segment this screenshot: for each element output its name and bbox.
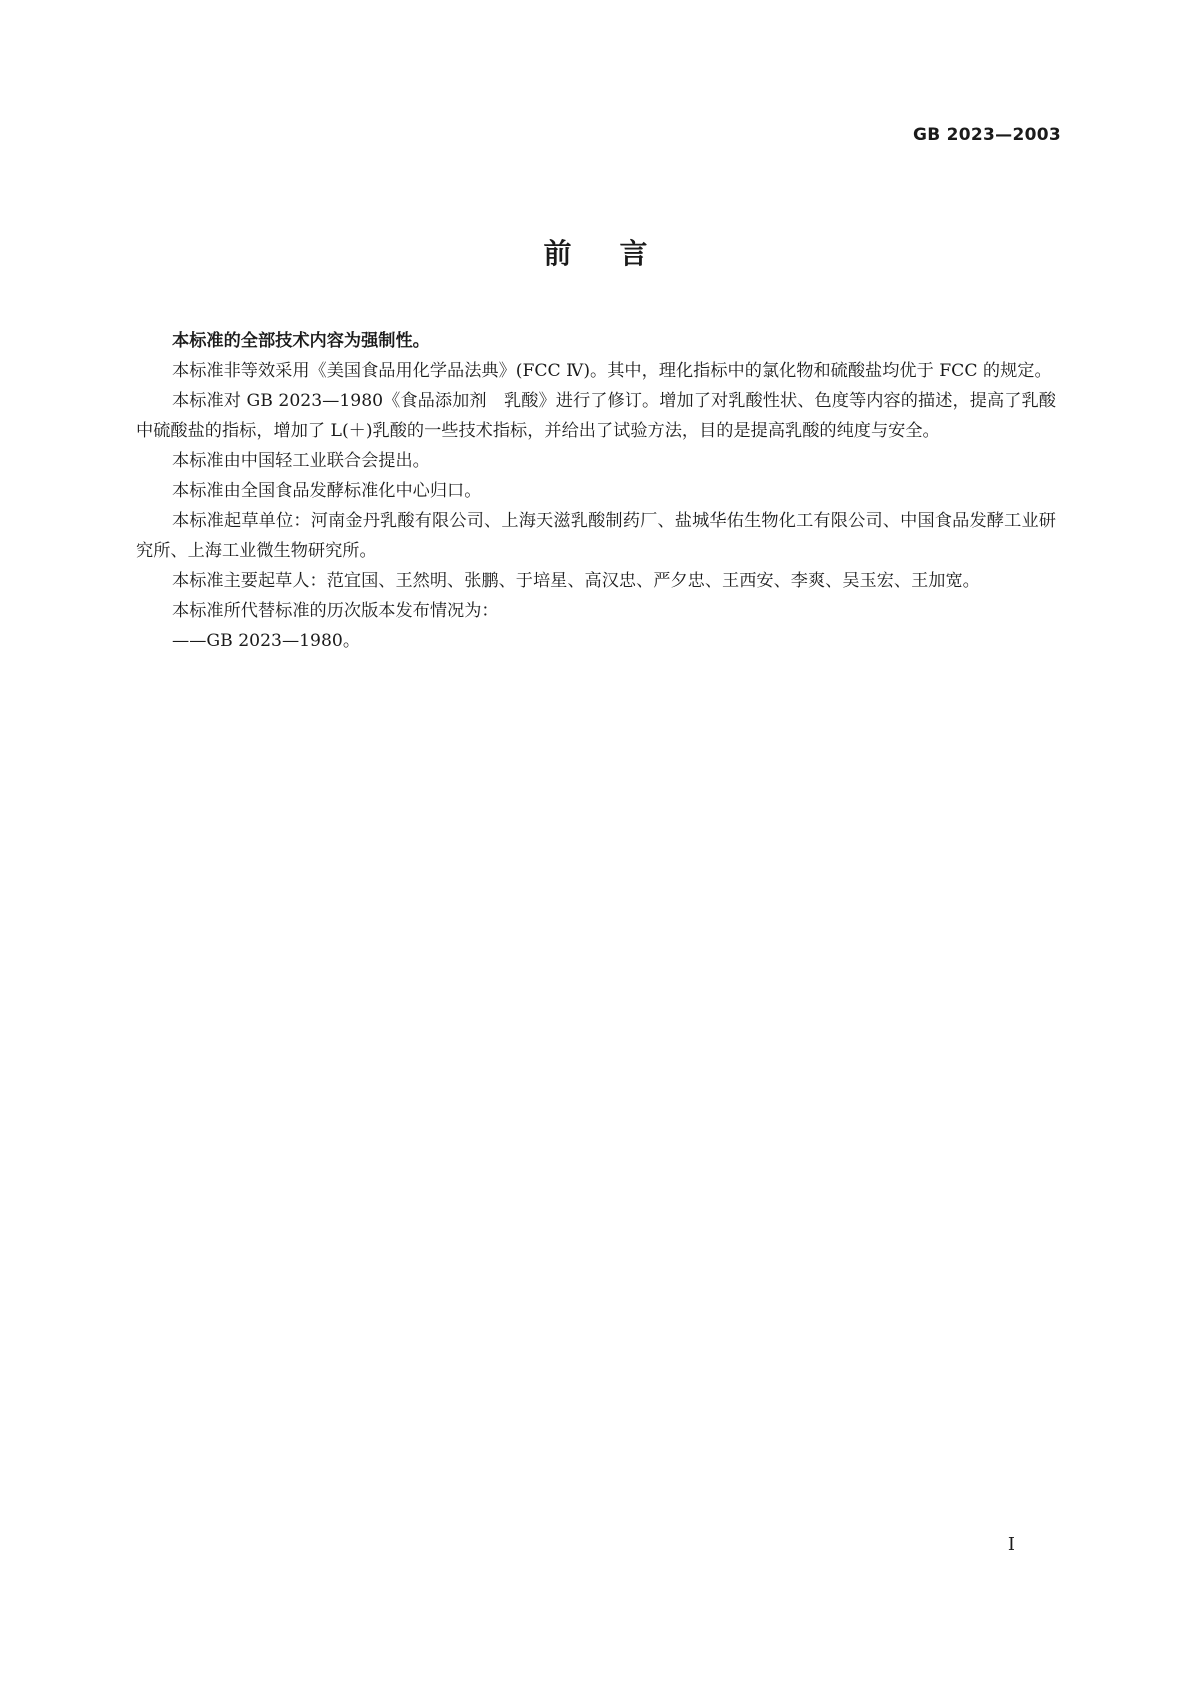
adoption-paragraph: 本标准非等效采用《美国食品用化学品法典》(FCC Ⅳ)。其中，理化指标中的氯化物和硫酸盐均优于 FCC 的规定。: [172, 361, 1052, 381]
history-intro-paragraph: 本标准所代替标准的历次版本发布情况为：: [172, 601, 499, 621]
mandatory-statement: 本标准的全部技术内容为强制性。: [172, 331, 430, 351]
standard-number: GB 2023—2003: [912, 125, 1061, 145]
drafters-paragraph: 本标准主要起草人：范宜国、王然明、张鹏、于培星、高汉忠、严夕忠、王西安、李爽、吴玉宏、王加宽。: [172, 571, 980, 591]
revision-paragraph: 本标准对 GB 2023—1980《食品添加剂 乳酸》进行了修订。增加了对乳酸性状、色度等内容的描述，提高了乳酸中硫酸盐的指标，增加了 L(＋)乳酸的一些技术指标，并给出了试验方法，目的是提高乳酸的纯度与安全。: [136, 391, 1056, 441]
title-char-2: 言: [619, 237, 648, 270]
history-item: ——GB 2023—1980。: [172, 631, 361, 651]
page-title: [0, 232, 1191, 272]
proposer-paragraph: 本标准由中国轻工业联合会提出。: [172, 451, 430, 471]
page-number: Ⅰ: [1007, 1534, 1015, 1555]
administration-paragraph: 本标准由全国食品发酵标准化中心归口。: [172, 481, 482, 501]
foreword-body: [136, 326, 1056, 656]
drafting-units-paragraph: 本标准起草单位：河南金丹乳酸有限公司、上海天滋乳酸制药厂、盐城华佑生物化工有限公司、中国食品发酵工业研究所、上海工业微生物研究所。: [136, 511, 1056, 561]
title-char-1: 前: [543, 237, 572, 270]
